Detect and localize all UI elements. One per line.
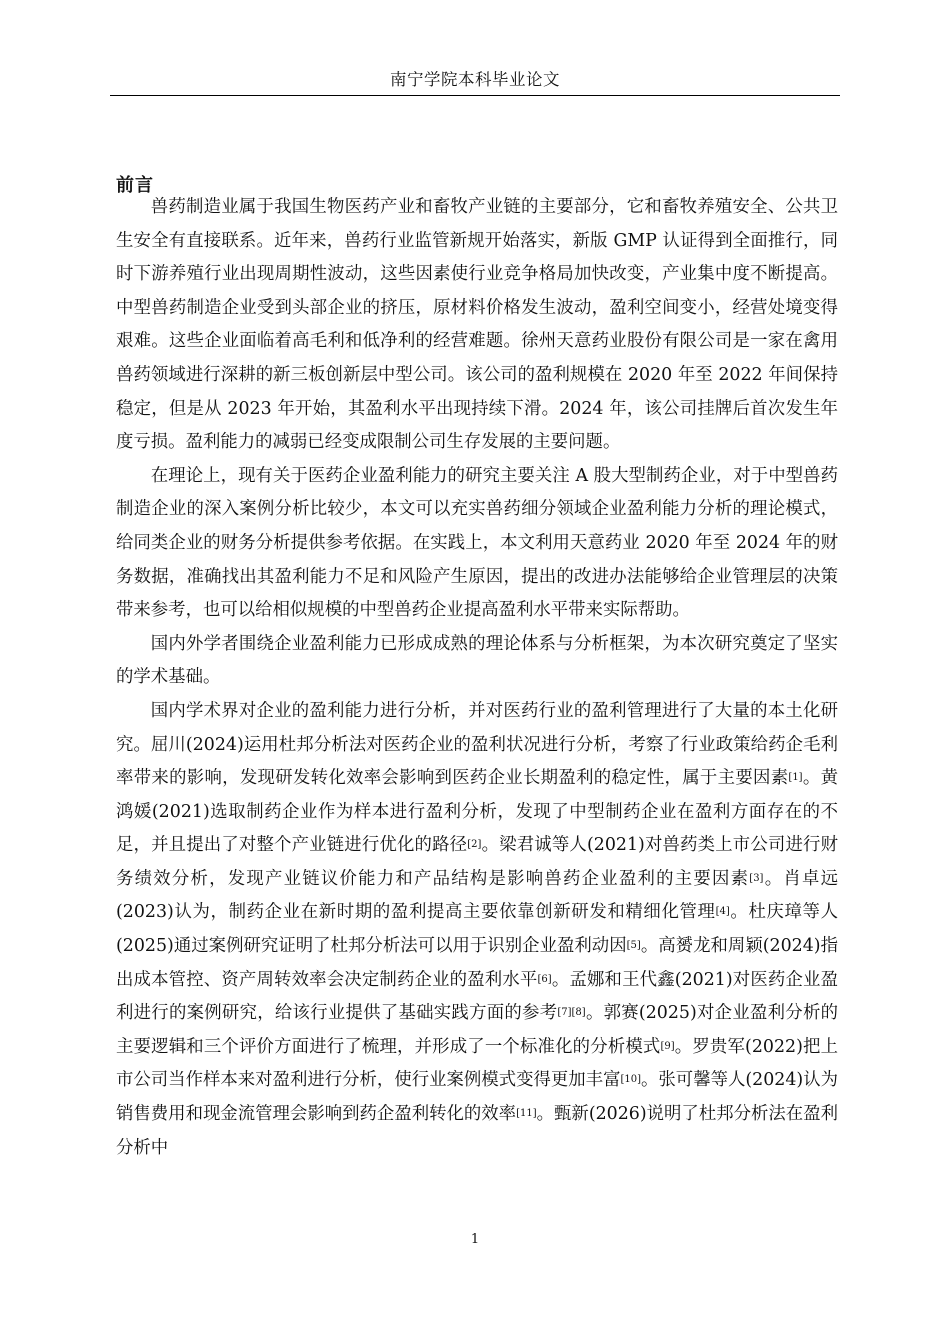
paragraph-text: 兽药制造业属于我国生物医药产业和畜牧产业链的主要部分，它和畜牧养殖安全、公共卫生安全有直接联系。近年来，兽药行业监管新规开始落实，新版 GMP 认证得到全面推行，同时下游养殖行业出现周期性波动，这些因素使行业竞争格局加快改变，产业集中度不断提高。中型兽药制造企业受到头部企业的挤压，原材料价格发生波动，盈利空间变小，经营处境变得艰难。这些企业面临着高毛利和低净利的经营难题。徐州天意药业股份有限公司是一家在禽用兽药领域进行深耕的新三板创新层中型公司。该公司的盈利规模在 2020 年至 2022 年间保持稳定，但是从 2023 年开始，其盈利水平出现持续下滑。2024 年，该公司挂牌后首次发生年度亏损。盈利能力的减弱已经变成限制公司生存发展的主要问题。 <box>116 197 838 453</box>
citation-marker: [4] <box>715 906 730 918</box>
paragraph <box>116 695 838 1165</box>
running-header: 南宁学院本科毕业论文 <box>390 70 560 89</box>
citation-marker: [3] <box>749 872 764 884</box>
citation-marker: [2] <box>467 839 482 851</box>
paragraph <box>116 191 838 460</box>
paragraph-text: 。杜庆璋等人(2025)通过案例研究证明了杜邦分析法可以用于识别企业盈利动因 <box>116 902 838 957</box>
paragraph <box>116 460 838 628</box>
paragraph-text: 。肖卓远(2023)认为，制药企业在新时期的盈利提高主要依靠创新研发和精细化管理 <box>116 868 838 923</box>
paragraph-text: 在理论上，现有关于医药企业盈利能力的研究主要关注 A 股大型制药企业，对于中型兽药制造企业的深入案例分析比较少，本文可以充实兽药细分领域企业盈利能力分析的理论模式，给同类企业的财务分析提供参考依据。在实践上，本文利用天意药业 2020 年至 2024 年的财务数据，准确找出其盈利能力不足和风险产生原因，提出的改进办法能够给企业管理层的决策带来参考，也可以给相似规模的中型兽药企业提高盈利水平带来实际帮助。 <box>116 465 838 621</box>
citation-marker: [1] <box>788 772 803 784</box>
citation-marker: [6] <box>537 973 552 985</box>
citation-marker: [7][8] <box>557 1007 586 1019</box>
paragraph-text: 国内外学者围绕企业盈利能力已形成成熟的理论体系与分析框架，为本次研究奠定了坚实的学术基础。 <box>116 633 838 688</box>
header-rule <box>110 95 840 96</box>
citation-marker: [10] <box>620 1074 641 1086</box>
paragraph-text: 。郭赛(2025)对企业盈利分析的主要逻辑和三个评价方面进行了梳理，并形成了一个标准化的分析模式 <box>116 1003 838 1057</box>
body-text <box>116 191 838 1165</box>
paragraph-text: 。孟娜和王代鑫(2021)对医药企业盈利进行的案例研究，给该行业提供了基础实践方面的参考 <box>116 969 838 1024</box>
paragraph-text: 国内学术界对企业的盈利能力进行分析，并对医药行业的盈利管理进行了大量的本土化研究。屈川(2024)运用杜邦分析法对医药企业的盈利状况进行分析，考察了行业政策给药企毛利率带来的影响，发现研发转化效率会影响到医药企业长期盈利的稳定性，属于主要因素 <box>116 700 838 789</box>
paragraph-text: 。张可馨等人(2024)认为销售费用和现金流管理会影响到药企盈利转化的效率 <box>116 1070 838 1125</box>
paragraph-text: 。甄新(2026)说明了杜邦分析法在盈利分析中 <box>116 1104 838 1158</box>
paragraph-text: 。梁君诚等人(2021)对兽药类上市公司进行财务绩效分析，发现产业链议价能力和产品结构是影响兽药企业盈利的主要因素 <box>116 835 838 889</box>
paragraph <box>116 628 838 695</box>
citation-marker: [9] <box>660 1040 675 1052</box>
paragraph-text: 。黄鸿媛(2021)选取制药企业作为样本进行盈利分析，发现了中型制药企业在盈利方面存在的不足，并且提出了对整个产业链进行优化的路径 <box>116 768 838 856</box>
paragraph-text: 。高赟龙和周颖(2024)指出成本管控、资产周转效率会决定制药企业的盈利水平 <box>116 936 839 990</box>
citation-marker: [5] <box>626 940 641 952</box>
citation-marker: [11] <box>516 1108 537 1120</box>
paragraph-text: 。罗贵军(2022)把上市公司当作样本来对盈利进行分析，使行业案例模式变得更加丰富 <box>116 1036 838 1091</box>
page-number: 1 <box>470 1232 480 1247</box>
section-heading: 前言 <box>116 175 154 196</box>
